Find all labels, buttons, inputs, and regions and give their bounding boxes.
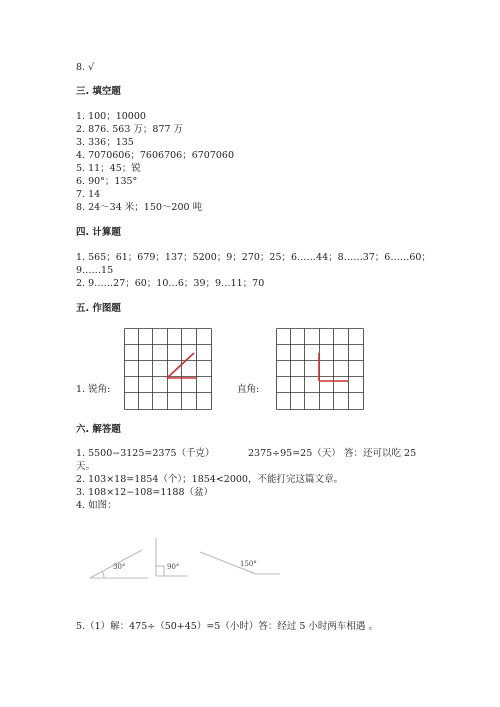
problem-2: 2. 103×18=1854（个）；1854<2000，不能打完这篇文章。 [76,474,343,485]
section-title-drawing: 五. 作图题 [76,303,121,314]
right-angle-grid [276,328,364,410]
fill-answer-8: 8. 24～34 米；150～200 吨 [76,202,203,213]
fill-answer-7: 7. 14 [76,189,101,200]
problem-1-answer-cont: 天。 [76,461,96,472]
grid-lines [125,329,212,410]
acute-angle-grid [124,328,212,410]
right-angle-label: 直角: [237,384,260,395]
angle-figures [84,534,284,584]
answer-8: 8. √ [76,62,95,73]
problem-1-answer: 答：还可以吃 25 [344,448,417,459]
fill-answer-4: 4. 7070606；7606706；6707060 [76,150,235,161]
fill-answer-6: 6. 90°；135° [76,176,138,187]
calc-answer-1-cont: 9……15 [76,265,114,276]
section-title-word-problems: 六. 解答题 [76,424,121,435]
grid-lines [277,329,364,410]
problem-4: 4. 如图： [76,500,117,511]
fill-answer-3: 3. 336；135 [76,137,134,148]
problem-5: 5.（1）解：475÷（50+45）=5（小时）答：经过 5 小时两车相遇 。 [76,621,378,632]
angle-30-label: 30° [113,563,126,571]
fill-answer-2: 2. 876. 563 万；877 万 [76,124,184,135]
calc-answer-2: 2. 9……27；60；10…6；39；9…11；70 [76,278,265,289]
section-title-fill-blank: 三. 填空题 [76,86,121,97]
fill-answer-1: 1. 100；10000 [76,111,146,122]
section-title-calculation: 四. 计算题 [76,227,121,238]
problem-3: 3. 108×12−108=1188（盆） [76,487,213,498]
calc-answer-1: 1. 565；61；679；137；5200；9；270；25；6……44；8……37；6……60； [76,252,431,263]
angle-150-label: 150° [240,560,257,568]
acute-angle-label: 1. 锐角: [76,384,111,395]
angle-90-label: 90° [167,563,180,571]
fill-answer-5: 5. 11；45；锐 [76,163,141,174]
problem-1-part-b: 2375÷95=25（天） [248,448,341,459]
problem-1-part-a: 1. 5500−3125=2375（千克） [76,448,215,459]
